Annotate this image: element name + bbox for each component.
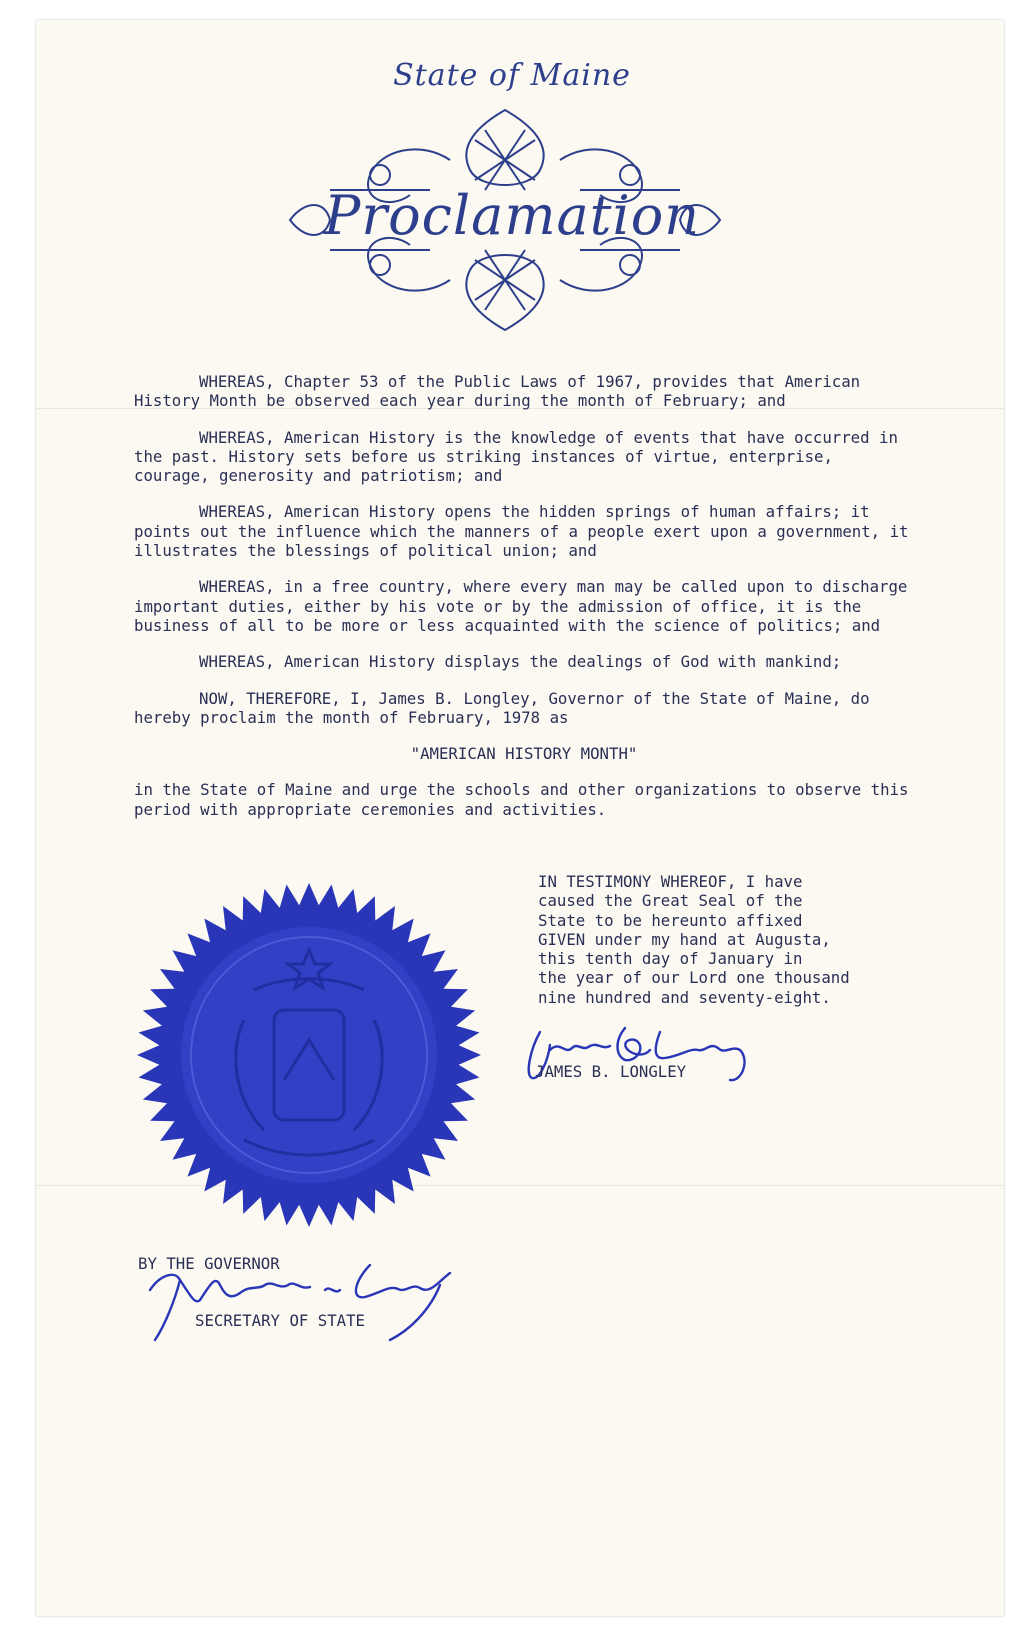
therefore-paragraph: NOW, THEREFORE, I, James B. Longley, Governor of the State of Maine, do hereby proclaim the month of February, 1978 as xyxy=(134,688,870,727)
whereas-paragraph-3: WHEREAS, American History opens the hidden springs of human affairs; it points out the influence which the manners of a people exert upon a government, it illustrates the blessings of political union; and xyxy=(134,502,909,561)
proclaimed-month: "AMERICAN HISTORY MONTH" xyxy=(410,744,638,764)
testimony-line: caused the Great Seal of the xyxy=(538,891,803,911)
whereas-paragraph-5: WHEREAS, American History displays the dealings of God with mankind; xyxy=(199,652,842,672)
closing-paragraph: in the State of Maine and urge the schools and other organizations to observe this period with appropriate ceremonies and activities. xyxy=(134,780,909,819)
testimony-line: nine hundred and seventy-eight. xyxy=(538,987,831,1007)
testimony-line: IN TESTIMONY WHEREOF, I have xyxy=(538,872,803,891)
great-seal xyxy=(134,880,484,1230)
state-heading: State of Maine xyxy=(393,58,631,93)
testimony-line: State to be hereunto affixed xyxy=(538,910,803,930)
whereas-paragraph-2: WHEREAS, American History is the knowledge of events that have occurred in the past. History sets before us striking instances of virtue, enterprise, courage, generosity and patriotism; and xyxy=(134,427,898,486)
testimony-block xyxy=(538,872,878,1007)
proclamation-body xyxy=(134,372,914,836)
proclamation-title: Proclamation xyxy=(323,184,701,247)
by-the-governor-label: BY THE GOVERNOR xyxy=(138,1254,280,1273)
testimony-line: the year of our Lord one thousand xyxy=(538,968,850,988)
whereas-paragraph-4: WHEREAS, in a free country, where every man may be called upon to discharge important duties, either by his vote or by the admission of office, it is the business of all to be more or less acquainted with the science of politics; and xyxy=(134,577,908,635)
secretary-signature xyxy=(140,1255,460,1345)
governor-name: JAMES B. LONGLEY xyxy=(535,1062,687,1081)
testimony-line: this tenth day of January in xyxy=(538,949,803,969)
whereas-paragraph-1: WHEREAS, Chapter 53 of the Public Laws of 1967, provides that American History Month be observed each year during the month of February; and xyxy=(134,372,861,411)
secretary-of-state-title: SECRETARY OF STATE xyxy=(195,1311,366,1330)
testimony-line: GIVEN under my hand at Augusta, xyxy=(538,929,831,949)
